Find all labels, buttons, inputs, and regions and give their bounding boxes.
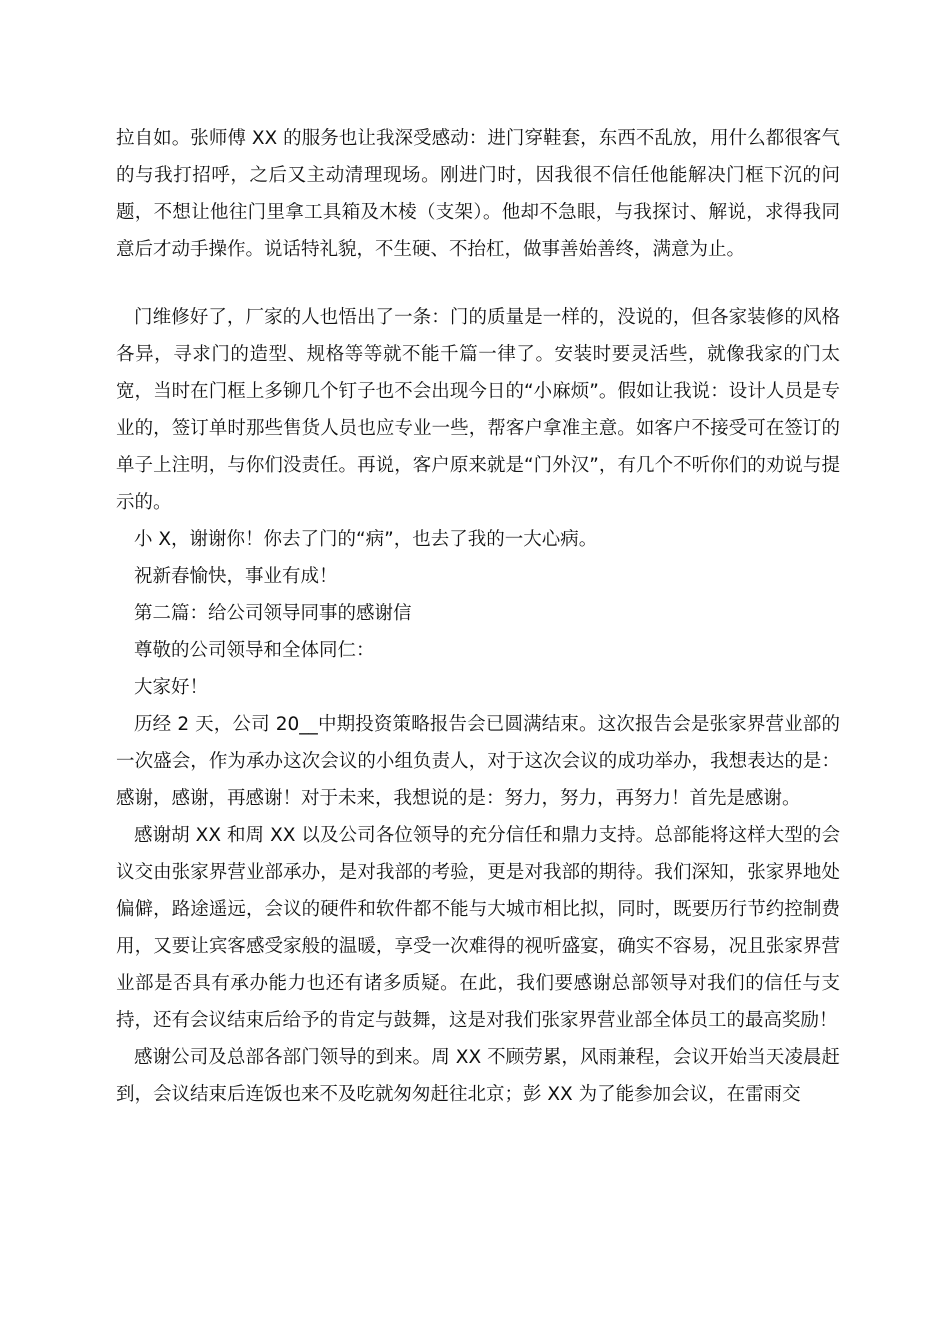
paragraph-1: 拉自如。张师傅 XX 的服务也让我深受感动：进门穿鞋套，东西不乱放，用什么都很客气的与我打招呼，之后又主动清理现场。刚进门时，因我很不信任他能解决门框下沉的问题，不想让他往门里拿工具箱及木棱（支架）。他却不急眼，与我探讨、解说，求得我同意后才动手操作。说话特礼貌，不生硬、不抬杠，做事善始善终，满意为止。: [116, 128, 840, 260]
paragraph-5: 历经 2 天，公司 20__中期投资策略报告会已圆满结束。这次报告会是张家界营业部的一次盛会，作为承办这次会议的小组负责人，对于这次会议的成功举办，我想表达的是：感谢，感谢，再感谢！对于未来，我想说的是：努力，努力，再努力！首先是感谢。: [116, 714, 840, 809]
greeting: 大家好！: [134, 677, 209, 698]
paragraph-7: 感谢公司及总部各部门领导的到来。周 XX 不顾劳累，风雨兼程，会议开始当天凌晨赶到，会议结束后连饭也来不及吃就匆匆赶往北京；彭 XX 为了能参加会议，在雷雨交: [116, 1047, 840, 1105]
document-page: [116, 120, 840, 1113]
paragraph-2: 门维修好了，厂家的人也悟出了一条：门的质量是一样的，没说的，但各家装修的风格各异，寻求门的造型、规格等等就不能千篇一律了。安装时要灵活些，就像我家的门太宽，当时在门框上多铆几个钉子也不会出现今日的“小麻烦”。假如让我说：设计人员是专业的，签订单时那些售货人员也应专业一些，帮客户拿准主意。如客户不接受可在签订的单子上注明，与你们没责任。再说，客户原来就是“门外汉”，有几个不听你们的劝说与提示的。: [116, 307, 840, 513]
salutation: 尊敬的公司领导和全体同仁：: [134, 640, 375, 661]
paragraph-3: 小 X，谢谢你！你去了门的“病”，也去了我的一大心病。: [134, 529, 598, 550]
paragraph-4: 祝新春愉快，事业有成！: [134, 566, 338, 587]
paragraph-6: 感谢胡 XX 和周 XX 以及公司各位领导的充分信任和鼎力支持。总部能将这样大型的会议交由张家界营业部承办，是对我部的考验，更是对我部的期待。我们深知，张家界地处偏僻，路途遥远，会议的硬件和软件都不能与大城市相比拟，同时，既要历行节约控制费用，又要让宾客感受家般的温暖，享受一次难得的视听盛宴，确实不容易，况且张家界营业部是否具有承办能力也还有诸多质疑。在此，我们要感谢总部领导对我们的信任与支持，还有会议结束后给予的肯定与鼓舞，这是对我们张家界营业部全体员工的最高奖励！: [116, 825, 840, 1031]
section-title: 第二篇：给公司领导同事的感谢信: [134, 603, 412, 624]
